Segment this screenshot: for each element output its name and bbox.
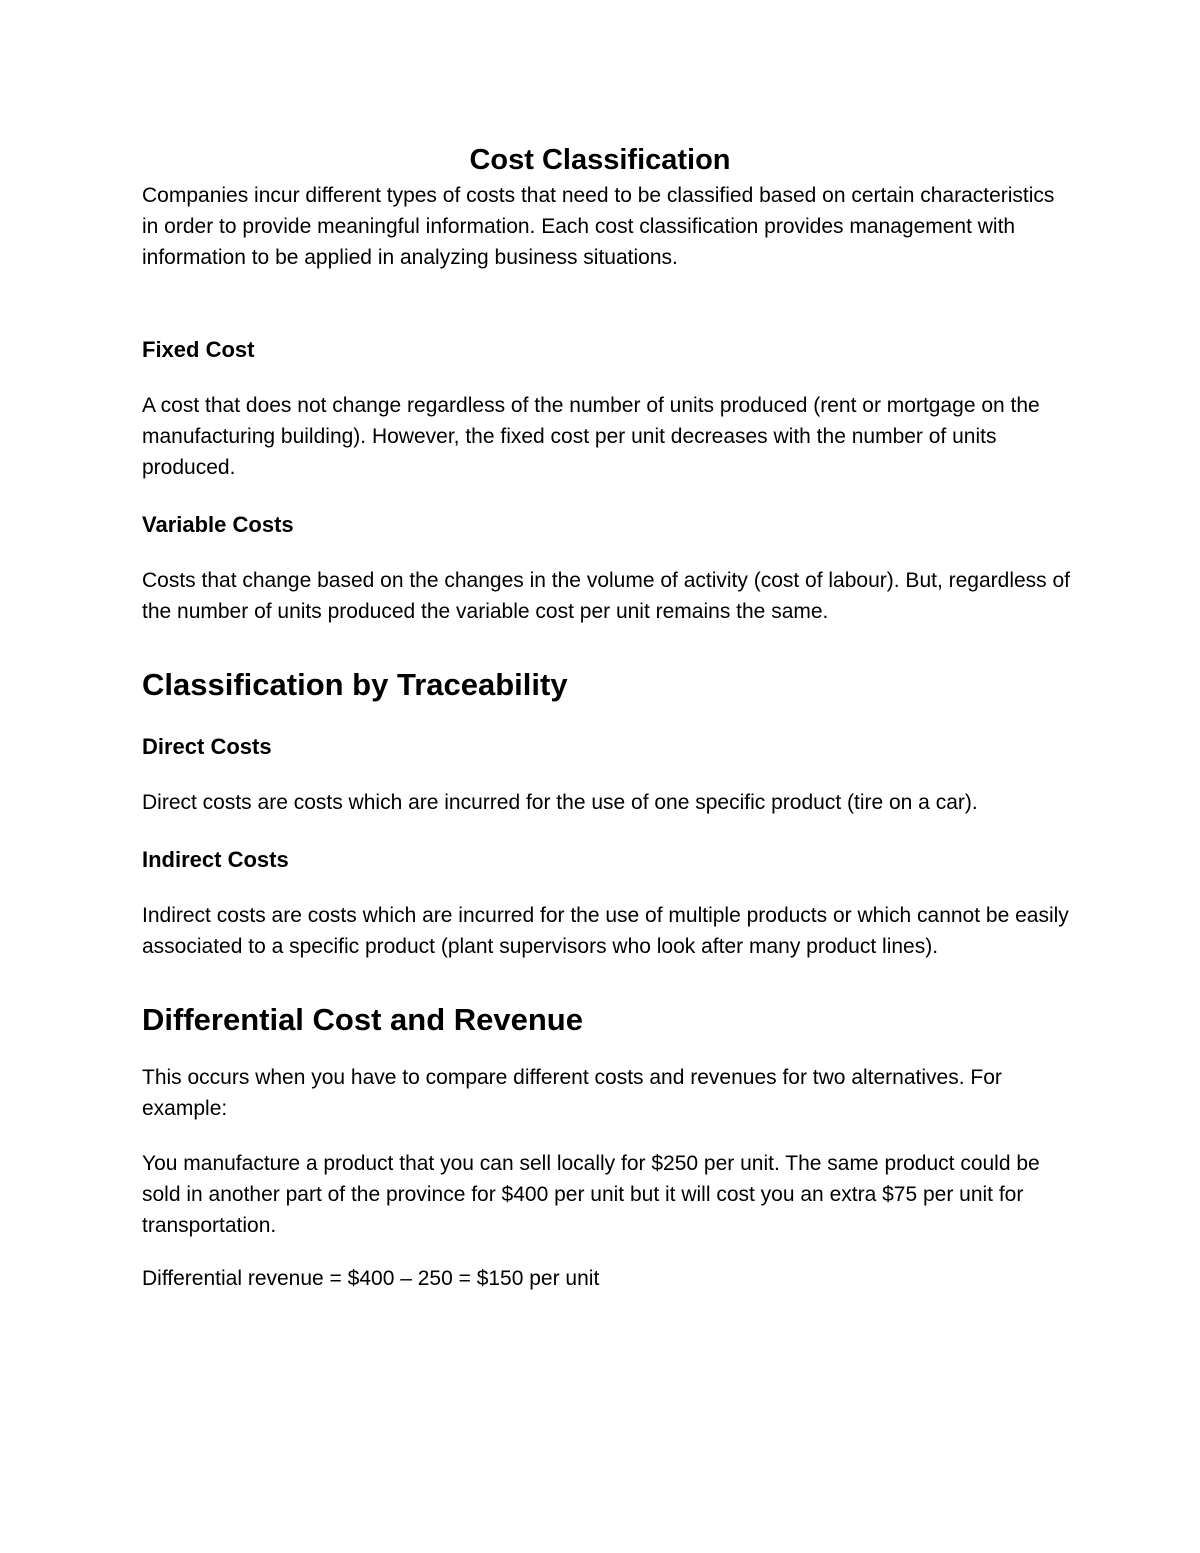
indirect-costs-heading: Indirect Costs: [142, 847, 289, 872]
fixed-cost-heading: Fixed Cost: [142, 337, 255, 362]
fixed-cost-paragraph: A cost that does not change regardless of the number of units produced (rent or mortgage on the manufacturing building). However, the fixed cost per unit decreases with the number of units produced.: [142, 394, 1040, 479]
differential-revenue-line: Differential revenue = $400 – 250 = $150 per unit: [142, 1267, 600, 1290]
differential-paragraph-1: This occurs when you have to compare different costs and revenues for two alternatives. For example:: [142, 1066, 1002, 1120]
direct-costs-paragraph: Direct costs are costs which are incurred for the use of one specific product (tire on a car).: [142, 791, 978, 814]
differential-paragraph-2: You manufacture a product that you can sell locally for $250 per unit. The same product could be sold in another part of the province for $400 per unit but it will cost you an extra $75 per unit for transportation.: [142, 1152, 1040, 1237]
document-title: Cost Classification: [469, 144, 731, 176]
traceability-heading: Classification by Traceability: [142, 667, 568, 702]
document-content: [142, 140, 1072, 1294]
variable-costs-heading: Variable Costs: [142, 512, 294, 537]
intro-paragraph: Companies incur different types of costs that need to be classified based on certain characteristics in order to provide meaningful information. Each cost classification provides management with information to be applied in analyzing business situations.: [142, 184, 1055, 269]
indirect-costs-paragraph: Indirect costs are costs which are incurred for the use of multiple products or which cannot be easily associated to a specific product (plant supervisors who look after many product lines).: [142, 904, 1069, 958]
differential-heading: Differential Cost and Revenue: [142, 1002, 583, 1037]
variable-costs-paragraph: Costs that change based on the changes in the volume of activity (cost of labour). But, regardless of the number of units produced the variable cost per unit remains the same.: [142, 569, 1071, 623]
direct-costs-heading: Direct Costs: [142, 734, 272, 759]
